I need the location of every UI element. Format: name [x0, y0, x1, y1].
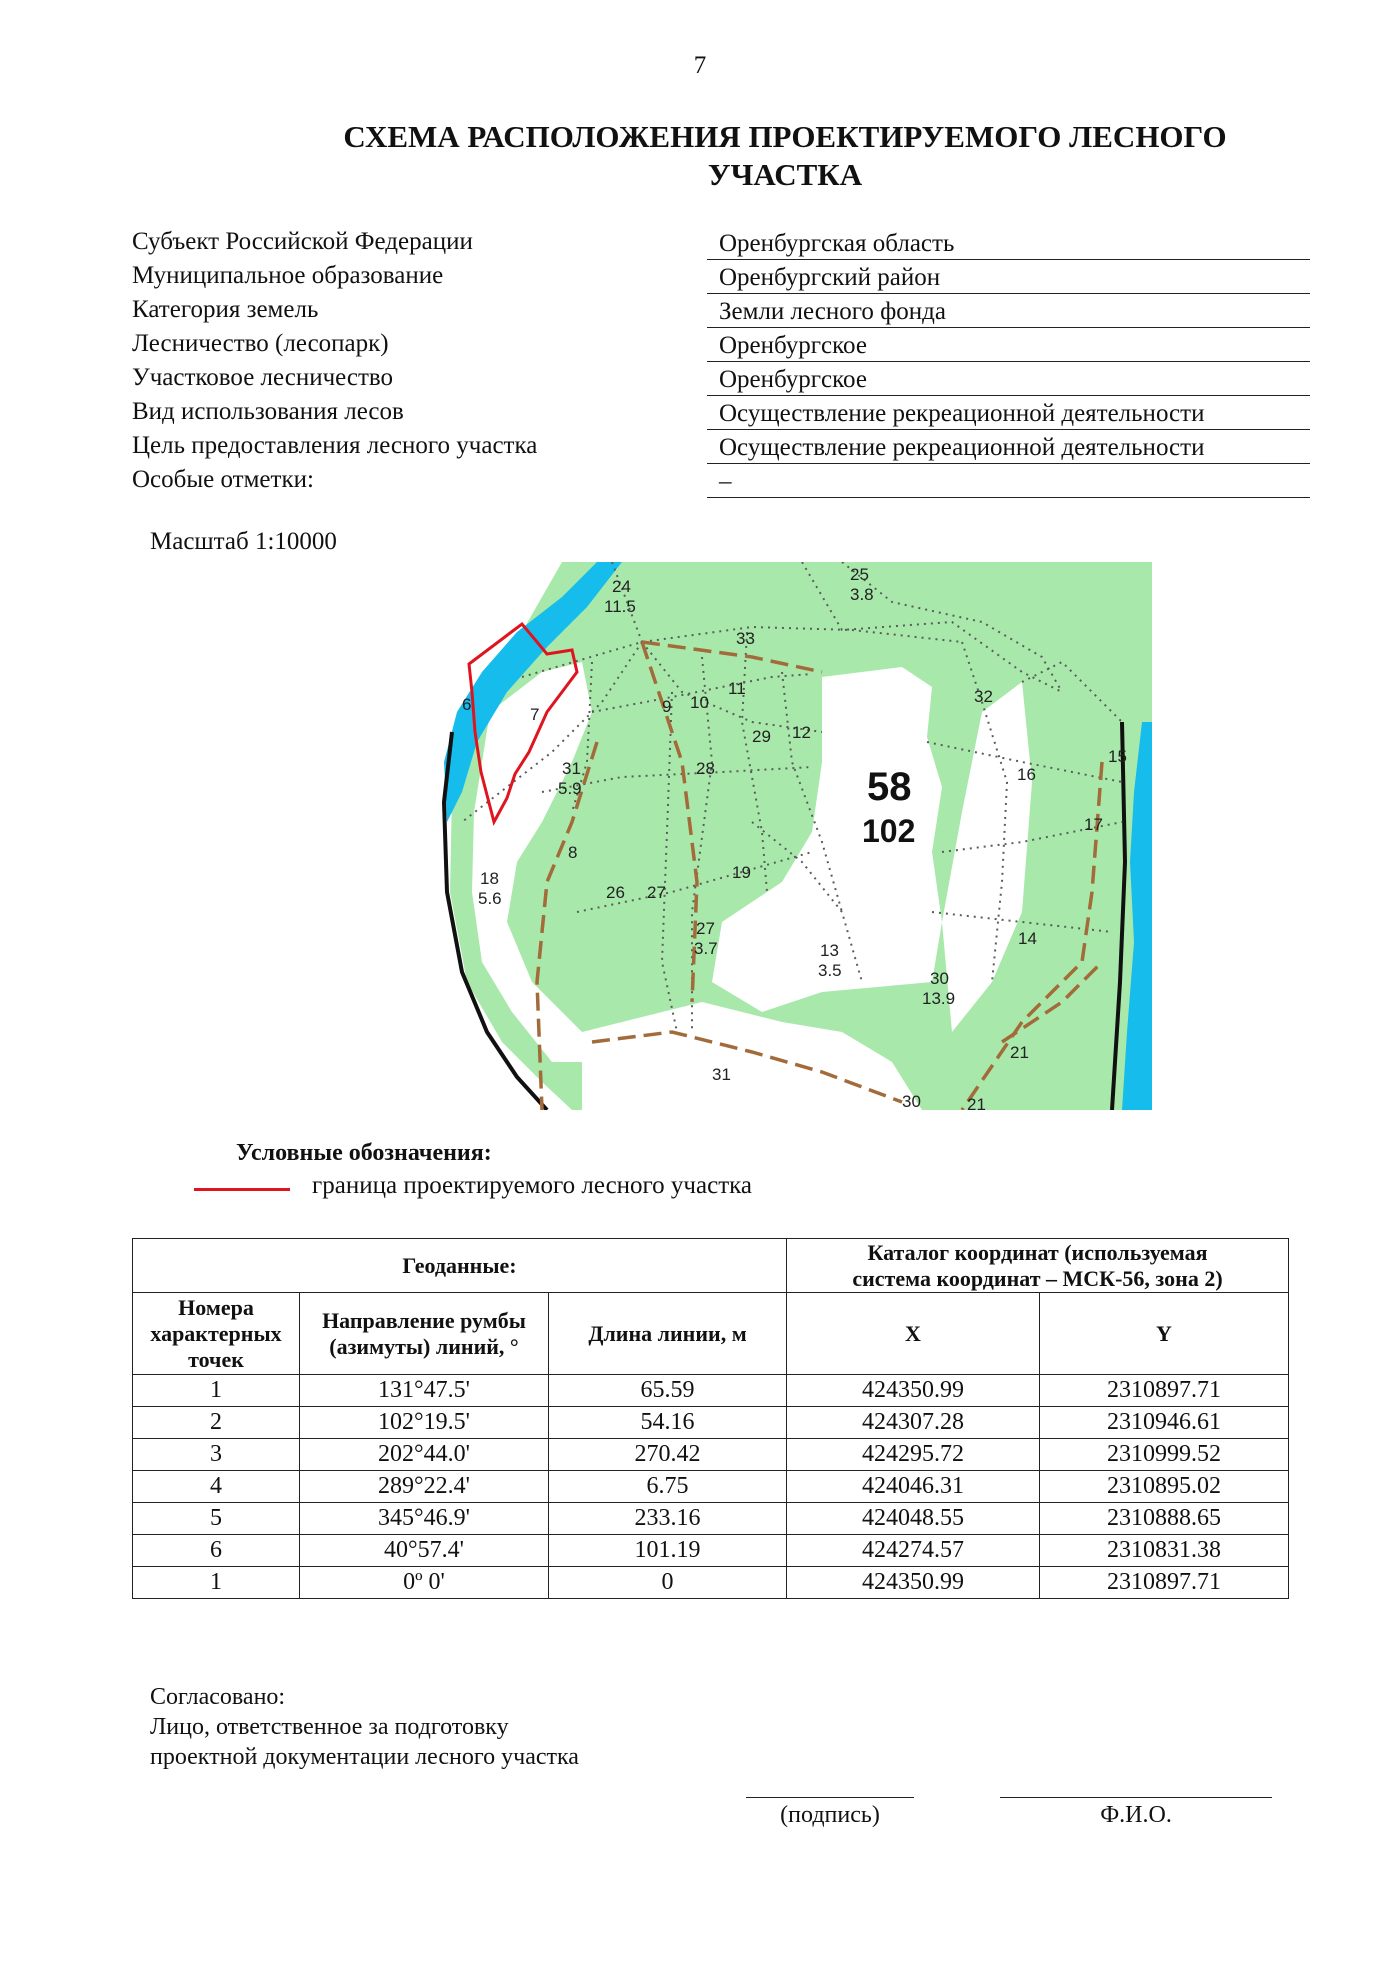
- map-scale: Масштаб 1:10000: [150, 528, 337, 555]
- map-label-31: 31: [712, 1065, 731, 1084]
- cell-x: 424350.99: [787, 1567, 1040, 1599]
- document-title: [260, 118, 1310, 194]
- catalog-header: Каталог координат (используемая система координат – МСК-56, зона 2): [787, 1239, 1289, 1293]
- cell-x: 424274.57: [787, 1535, 1040, 1567]
- cell-y: 2310999.52: [1040, 1439, 1289, 1471]
- field-label-subject: Субъект Российской Федерации: [132, 228, 473, 255]
- cell-length: 0: [549, 1567, 787, 1599]
- cell-bearing: 102°19.5': [300, 1407, 549, 1439]
- map-label-18-area: 5.6: [478, 889, 502, 908]
- field-label-purpose: Цель предоставления лесного участка: [132, 432, 538, 459]
- title-line-1: СХЕМА РАСПОЛОЖЕНИЯ ПРОЕКТИРУЕМОГО ЛЕСНОГО: [343, 119, 1227, 154]
- map-label-13-area: 3.5: [818, 961, 842, 980]
- signature-caption: (подпись): [780, 1802, 880, 1828]
- map-label-6: 6: [462, 695, 472, 714]
- legend-title: Условные обозначения:: [236, 1140, 492, 1166]
- map-label-13: 13: [820, 941, 839, 960]
- map-label-16: 16: [1017, 765, 1036, 784]
- map-label-18: 18: [480, 869, 499, 888]
- map-label-28: 28: [696, 759, 715, 778]
- field-value-land-category: Земли лесного фонда: [707, 296, 1310, 328]
- field-value-forestry: Оренбургское: [707, 330, 1310, 362]
- cell-bearing: 40°57.4': [300, 1535, 549, 1567]
- table-row: [133, 1407, 1289, 1439]
- map-label-19: 19: [732, 863, 751, 882]
- field-label-district-forestry: Участковое лесничество: [132, 364, 394, 391]
- cell-bearing: 289°22.4': [300, 1471, 549, 1503]
- map-label-29: 29: [752, 727, 771, 746]
- cell-y: 2310895.02: [1040, 1471, 1289, 1503]
- map-label-10: 10: [690, 693, 709, 712]
- map-label-14: 14: [1018, 929, 1037, 948]
- name-caption: Ф.И.О.: [1100, 1802, 1172, 1828]
- map-svg: [422, 562, 1152, 1110]
- map-label-21-bottom: 21: [967, 1095, 986, 1110]
- cell-x: 424046.31: [787, 1471, 1040, 1503]
- map-label-27: 27: [647, 883, 666, 902]
- table-row: [133, 1439, 1289, 1471]
- table-row: [133, 1535, 1289, 1567]
- map-label-27b: 27: [696, 919, 715, 938]
- map-label-30: 30: [930, 969, 949, 988]
- field-label-forestry: Лесничество (лесопарк): [132, 330, 389, 357]
- map-label-30-area: 13.9: [922, 989, 956, 1008]
- cell-x: 424350.99: [787, 1375, 1040, 1407]
- signature-line: [746, 1797, 914, 1798]
- field-label-use-type: Вид использования лесов: [132, 398, 404, 425]
- col-header-x: X: [787, 1293, 1040, 1375]
- field-value-district-forestry: Оренбургское: [707, 364, 1310, 396]
- cell-length: 65.59: [549, 1375, 787, 1407]
- table-row: [133, 1375, 1289, 1407]
- cell-length: 6.75: [549, 1471, 787, 1503]
- cell-length: 54.16: [549, 1407, 787, 1439]
- cell-y: 2310897.71: [1040, 1375, 1289, 1407]
- map-label-31-top: 31: [562, 759, 581, 778]
- map-label-11: 11: [728, 679, 746, 698]
- map-label-26: 26: [606, 883, 625, 902]
- cell-point: 1: [133, 1375, 300, 1407]
- coordinates-table: [132, 1238, 1289, 1599]
- legend-boundary-swatch: [194, 1188, 290, 1191]
- cell-y: 2310831.38: [1040, 1535, 1289, 1567]
- field-label-notes: Особые отметки:: [132, 466, 314, 493]
- cell-bearing: 131°47.5': [300, 1375, 549, 1407]
- cell-point: 3: [133, 1439, 300, 1471]
- map-label-9: 9: [662, 697, 672, 716]
- cell-x: 424295.72: [787, 1439, 1040, 1471]
- cell-y: 2310897.71: [1040, 1567, 1289, 1599]
- field-label-land-category: Категория земель: [132, 296, 319, 323]
- table-row: [133, 1567, 1289, 1599]
- field-value-use-type: Осуществление рекреационной деятельности: [707, 398, 1310, 430]
- map-label-33: 33: [736, 629, 755, 648]
- responsible-person-line1: Лицо, ответственное за подготовку: [150, 1714, 509, 1740]
- col-header-bearing: Направление румбы (азимуты) линий, °: [300, 1293, 549, 1375]
- map-label-quarter-58-area: 102: [862, 813, 916, 849]
- map-label-25-area: 3.8: [850, 585, 874, 604]
- map-label-15: 15: [1108, 747, 1127, 766]
- cell-point: 6: [133, 1535, 300, 1567]
- cell-x: 424307.28: [787, 1407, 1040, 1439]
- legend-boundary-text: граница проектируемого лесного участка: [312, 1172, 752, 1199]
- map-label-quarter-58: 58: [867, 765, 912, 809]
- cell-bearing: 0º 0': [300, 1567, 549, 1599]
- cell-length: 101.19: [549, 1535, 787, 1567]
- map-label-24-area: 11.5: [604, 597, 636, 616]
- cell-x: 424048.55: [787, 1503, 1040, 1535]
- cell-length: 270.42: [549, 1439, 787, 1471]
- field-value-subject: Оренбургская область: [707, 228, 1310, 260]
- cell-point: 1: [133, 1567, 300, 1599]
- table-row: [133, 1471, 1289, 1503]
- cell-length: 233.16: [549, 1503, 787, 1535]
- cell-bearing: 202°44.0': [300, 1439, 549, 1471]
- map-label-12: 12: [792, 723, 811, 742]
- map-label-21: 21: [1010, 1043, 1029, 1062]
- col-header-length: Длина линии, м: [549, 1293, 787, 1375]
- page-number: 7: [693, 52, 707, 79]
- title-line-2: УЧАСТКА: [707, 157, 863, 192]
- field-value-purpose: Осуществление рекреационной деятельности: [707, 432, 1310, 464]
- forest-plot-map: [422, 562, 1152, 1110]
- geodata-header: Геоданные:: [133, 1239, 787, 1293]
- cell-y: 2310888.65: [1040, 1503, 1289, 1535]
- field-value-municipality: Оренбургский район: [707, 262, 1310, 294]
- agreed-label: Согласовано:: [150, 1684, 286, 1710]
- cell-point: 4: [133, 1471, 300, 1503]
- map-label-8: 8: [568, 843, 578, 862]
- cell-bearing: 345°46.9': [300, 1503, 549, 1535]
- col-header-y: Y: [1040, 1293, 1289, 1375]
- cell-point: 2: [133, 1407, 300, 1439]
- cell-point: 5: [133, 1503, 300, 1535]
- map-label-31-top-area: 5.9: [558, 779, 582, 798]
- field-value-notes: –: [707, 466, 1310, 498]
- map-label-25: 25: [850, 565, 869, 584]
- map-label-30-bottom: 30: [902, 1092, 921, 1110]
- map-label-27b-area: 3.7: [694, 939, 718, 958]
- map-label-24: 24: [612, 577, 631, 596]
- responsible-person-line2: проектной документации лесного участка: [150, 1744, 579, 1770]
- cell-y: 2310946.61: [1040, 1407, 1289, 1439]
- field-label-municipality: Муниципальное образование: [132, 262, 444, 289]
- map-label-32: 32: [974, 687, 993, 706]
- table-row: [133, 1503, 1289, 1535]
- map-label-7: 7: [530, 705, 540, 724]
- name-line: [1000, 1797, 1272, 1798]
- map-label-17: 17: [1084, 815, 1103, 834]
- col-header-points: Номера характерных точек: [133, 1293, 300, 1375]
